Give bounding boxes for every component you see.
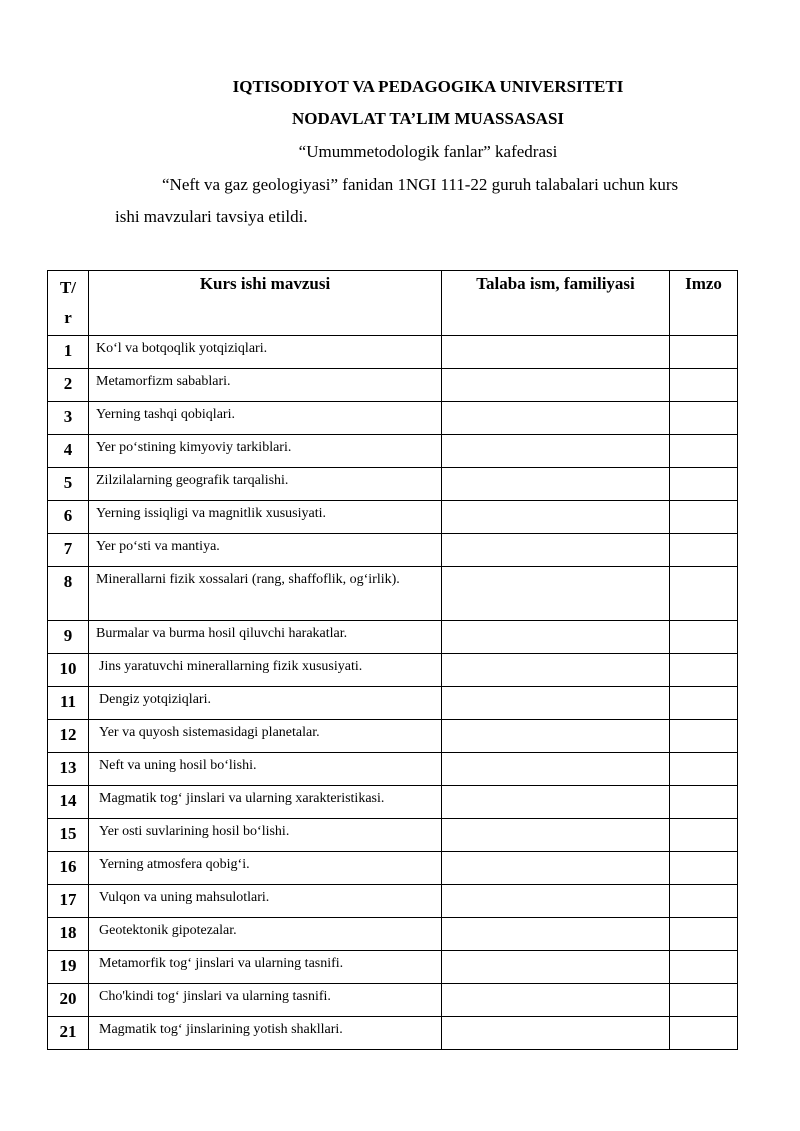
row-student-name — [442, 918, 670, 951]
row-topic: Burmalar va burma hosil qiluvchi harakatlar. — [89, 621, 442, 654]
row-student-name — [442, 501, 670, 534]
row-topic: Geotektonik gipotezalar. — [89, 918, 442, 951]
header-number — [48, 271, 89, 336]
row-number: 14 — [48, 786, 89, 819]
row-number: 18 — [48, 918, 89, 951]
row-signature — [670, 369, 738, 402]
row-signature — [670, 753, 738, 786]
row-topic: Yerning atmosfera qobig‘i. — [89, 852, 442, 885]
table-row — [48, 852, 738, 885]
row-signature — [670, 468, 738, 501]
row-number: 21 — [48, 1017, 89, 1050]
table-row — [48, 336, 738, 369]
row-signature — [670, 984, 738, 1017]
university-name: IQTISODIYOT VA PEDAGOGIKA UNIVERSITETI — [232, 77, 624, 96]
row-topic: Zilzilalarning geografik tarqalishi. — [89, 468, 442, 501]
row-signature — [670, 786, 738, 819]
row-number: 3 — [48, 402, 89, 435]
table-row — [48, 621, 738, 654]
row-signature — [670, 918, 738, 951]
row-signature — [670, 951, 738, 984]
row-topic: Yer po‘sti va mantiya. — [89, 534, 442, 567]
row-number: 20 — [48, 984, 89, 1017]
row-student-name — [442, 819, 670, 852]
row-topic: Ko‘l va botqoqlik yotqiziqlari. — [89, 336, 442, 369]
row-number: 2 — [48, 369, 89, 402]
row-student-name — [442, 654, 670, 687]
table-row — [48, 753, 738, 786]
intro-line-1: “Neft va gaz geologiyasi” fanidan 1NGI 111-22 guruh talabalari uchun kurs — [162, 175, 679, 194]
table-row — [48, 687, 738, 720]
row-topic: Neft va uning hosil bo‘lishi. — [89, 753, 442, 786]
row-signature — [670, 654, 738, 687]
table-row — [48, 885, 738, 918]
table-row — [48, 567, 738, 621]
row-number: 15 — [48, 819, 89, 852]
row-signature — [670, 687, 738, 720]
row-student-name — [442, 567, 670, 621]
row-student-name — [442, 336, 670, 369]
table-row — [48, 501, 738, 534]
row-student-name — [442, 753, 670, 786]
table-row — [48, 534, 738, 567]
row-signature — [670, 501, 738, 534]
row-number: 19 — [48, 951, 89, 984]
row-student-name — [442, 951, 670, 984]
table-header-row — [48, 271, 738, 336]
department-name: “Umummetodologik fanlar” kafedrasi — [298, 142, 558, 161]
row-signature — [670, 720, 738, 753]
row-topic: Magmatik tog‘ jinslari va ularning xarakteristikasi. — [89, 786, 442, 819]
row-number: 17 — [48, 885, 89, 918]
institution-type: NODAVLAT TA’LIM MUASSASASI — [291, 109, 565, 128]
header-number-line-2: r — [64, 308, 72, 327]
row-number: 9 — [48, 621, 89, 654]
row-topic: Yer po‘stining kimyoviy tarkiblari. — [89, 435, 442, 468]
header-topic: Kurs ishi mavzusi — [89, 271, 442, 336]
row-signature — [670, 885, 738, 918]
row-number: 4 — [48, 435, 89, 468]
table-row — [48, 951, 738, 984]
row-topic: Magmatik tog‘ jinslarining yotish shakllari. — [89, 1017, 442, 1050]
row-signature — [670, 336, 738, 369]
row-student-name — [442, 468, 670, 501]
header-student: Talaba ism, familiyasi — [442, 271, 670, 336]
row-student-name — [442, 852, 670, 885]
row-student-name — [442, 984, 670, 1017]
row-number: 1 — [48, 336, 89, 369]
row-student-name — [442, 786, 670, 819]
topics-table — [47, 270, 738, 1050]
row-signature — [670, 852, 738, 885]
row-number: 7 — [48, 534, 89, 567]
table-row — [48, 402, 738, 435]
table-row — [48, 918, 738, 951]
row-signature — [670, 621, 738, 654]
row-signature — [670, 567, 738, 621]
table-row — [48, 720, 738, 753]
row-number: 12 — [48, 720, 89, 753]
row-topic: Dengiz yotqiziqlari. — [89, 687, 442, 720]
row-topic: Minerallarni fizik xossalari (rang, shaffoflik, og‘irlik). — [89, 567, 442, 621]
row-signature — [670, 534, 738, 567]
row-signature — [670, 819, 738, 852]
row-student-name — [442, 534, 670, 567]
row-student-name — [442, 687, 670, 720]
row-number: 16 — [48, 852, 89, 885]
table-row — [48, 786, 738, 819]
row-topic: Yerning issiqligi va magnitlik xususiyati. — [89, 501, 442, 534]
row-number: 8 — [48, 567, 89, 621]
row-student-name — [442, 369, 670, 402]
table-row — [48, 984, 738, 1017]
row-signature — [670, 435, 738, 468]
row-signature — [670, 402, 738, 435]
row-topic: Metamorfik tog‘ jinslari va ularning tasnifi. — [89, 951, 442, 984]
row-number: 6 — [48, 501, 89, 534]
row-number: 5 — [48, 468, 89, 501]
table-row — [48, 819, 738, 852]
row-topic: Yer va quyosh sistemasidagi planetalar. — [89, 720, 442, 753]
row-number: 13 — [48, 753, 89, 786]
row-topic: Jins yaratuvchi minerallarning fizik xususiyati. — [89, 654, 442, 687]
row-student-name — [442, 621, 670, 654]
header-number-line-1: T/ — [59, 278, 77, 297]
row-student-name — [442, 1017, 670, 1050]
row-topic: Yer osti suvlarining hosil bo‘lishi. — [89, 819, 442, 852]
table-row — [48, 468, 738, 501]
row-student-name — [442, 720, 670, 753]
table-row — [48, 435, 738, 468]
row-topic: Yerning tashqi qobiqlari. — [89, 402, 442, 435]
header-signature: Imzo — [670, 271, 738, 336]
row-signature — [670, 1017, 738, 1050]
table-row — [48, 369, 738, 402]
row-topic: Cho'kindi tog‘ jinslari va ularning tasnifi. — [89, 984, 442, 1017]
row-number: 11 — [48, 687, 89, 720]
row-student-name — [442, 402, 670, 435]
row-number: 10 — [48, 654, 89, 687]
row-topic: Metamorfizm sabablari. — [89, 369, 442, 402]
table-row — [48, 1017, 738, 1050]
row-topic: Vulqon va uning mahsulotlari. — [89, 885, 442, 918]
row-student-name — [442, 435, 670, 468]
intro-line-2: ishi mavzulari tavsiya etildi. — [115, 207, 308, 226]
row-student-name — [442, 885, 670, 918]
table-row — [48, 654, 738, 687]
